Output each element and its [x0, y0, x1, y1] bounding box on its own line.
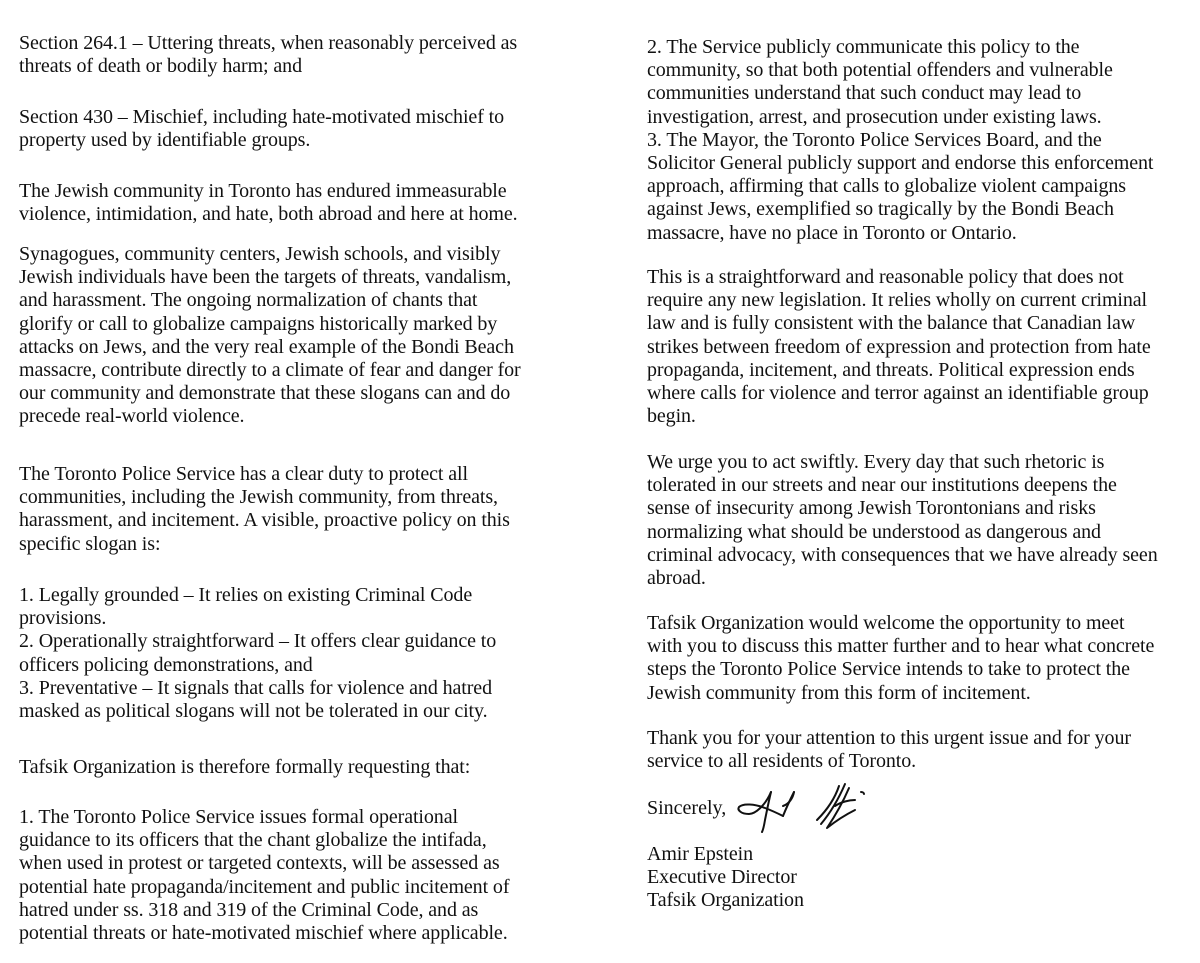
- paragraph-urge-action: We urge you to act swiftly. Every day that such rhetoric is tolerated in our streets and near our institutions deepens the sense of insecurity among Jewish Torontonians and risks normalizing what should be understood as dangerous and criminal advocacy, with consequences that we have already seen abroad.: [647, 451, 1158, 590]
- paragraph-targets: Synagogues, community centers, Jewish schools, and visibly Jewish individuals have been the targets of threats, vandalism, and harassment. The ongoing normalization of chants that glorify or call to globalize campaigns historically marked by attacks on Jews, and the very real example of the Bondi Beach massacre, contribute directly to a climate of fear and danger for our community and demonstrate that these slogans can and do precede real-world violence.: [19, 243, 521, 428]
- paragraph-policy-list: 1. Legally grounded – It relies on existing Criminal Code provisions. 2. Operationally straightforward – It offers clear guidance to officers policing demonstrations, and 3. Preventative – It signals that calls for violence and hatred masked as political slogans will not be tolerated in our city.: [19, 584, 497, 723]
- signature-stroke-1: [762, 792, 771, 832]
- paragraph-request-2-3: 2. The Service publicly communicate this policy to the community, so that both potential offenders and vulnerable communities understand that such conduct may lead to investigation, arrest, and prosecution under existing laws. 3. The Mayor, the Toronto Police Services Board, and the Solicitor General publicly support and endorse this enforcement approach, affirming that calls to globalize violent campaigns against Jews, exemplified so tragically by the Bondi Beach massacre, have no place in Toronto or Ontario.: [647, 36, 1154, 244]
- closing-salutation: Sincerely,: [647, 797, 727, 819]
- signature-stroke-2: [738, 792, 783, 816]
- paragraph-thanks: Thank you for your attention to this urgent issue and for your service to all residents of Toronto.: [647, 727, 1131, 773]
- signature-stroke-8: [835, 800, 855, 806]
- paragraph-police-duty: The Toronto Police Service has a clear duty to protect all communities, including the Jewish community, from threats, harassment, and incitement. A visible, proactive policy on this specific slogan is:: [19, 463, 510, 555]
- paragraph-meeting: Tafsik Organization would welcome the opportunity to meet with you to discuss this matter further and to hear what concrete steps the Toronto Police Service intends to take to protect the Jewish community from this form of incitement.: [647, 612, 1155, 704]
- signer-block: Amir Epstein Executive Director Tafsik Organization: [647, 843, 804, 912]
- paragraph-section-430: Section 430 – Mischief, including hate-motivated mischief to property used by identifiable groups.: [19, 106, 505, 152]
- paragraph-community-impact: The Jewish community in Toronto has endured immeasurable violence, intimidation, and hate, both abroad and here at home.: [19, 180, 518, 226]
- handwritten-signature: [731, 776, 901, 836]
- signature-row: [647, 794, 947, 834]
- signature-stroke-9: [861, 792, 864, 794]
- paragraph-section-264: Section 264.1 – Uttering threats, when reasonably perceived as threats of death or bodily harm; and: [19, 32, 518, 78]
- paragraph-request-1: 1. The Toronto Police Service issues formal operational guidance to its officers that the chant globalize the intifada, when used in protest or targeted contexts, will be assessed as potential hate propaganda/incitement and public incitement of hatred under ss. 318 and 319 of the Criminal Code, and as potential threats or hate-motivated mischief where applicable.: [19, 806, 510, 945]
- paragraph-request-intro: Tafsik Organization is therefore formally requesting that:: [19, 756, 471, 778]
- paragraph-reasonable-policy: This is a straightforward and reasonable policy that does not require any new legislation. It relies wholly on current criminal law and is fully consistent with the balance that Canadian law strikes between freedom of expression and protection from hate propaganda, incitement, and threats. Political expression ends where calls for violence and terror against an identifiable group begin.: [647, 266, 1151, 428]
